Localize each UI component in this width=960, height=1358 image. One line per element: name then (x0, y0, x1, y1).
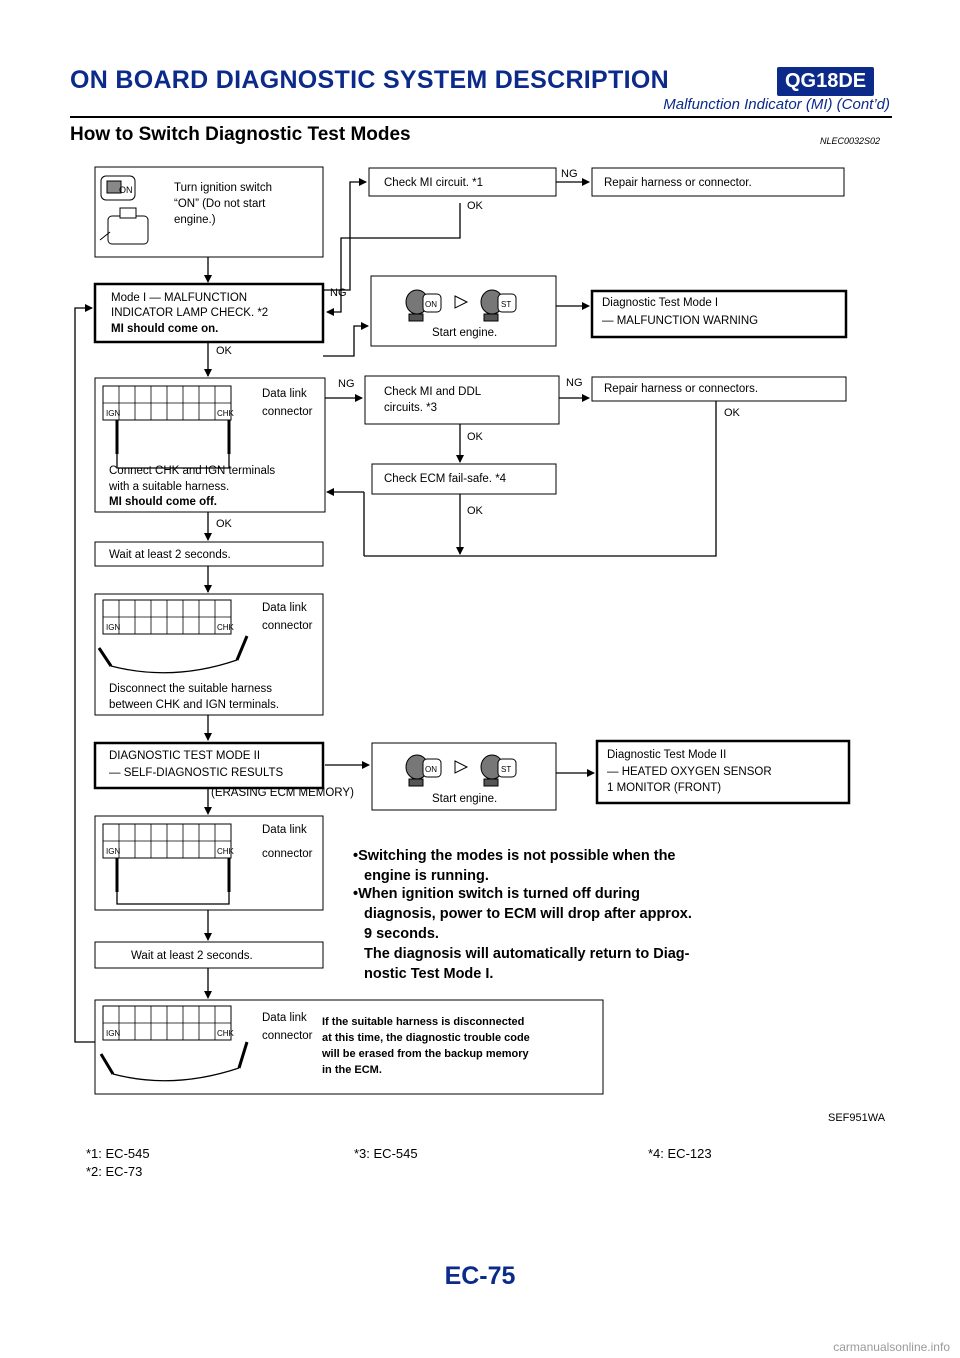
mode1-result-text: — MALFUNCTION WARNING (602, 315, 759, 327)
data-link-text: connector (262, 406, 313, 418)
ng-label: NG (338, 378, 355, 390)
mode1-text: Mode I — MALFUNCTION (111, 292, 248, 304)
data-link-text: connector (262, 848, 313, 860)
mode2-result-text: 1 MONITOR (FRONT) (607, 782, 722, 794)
footnote: *3: EC-545 (354, 1146, 418, 1161)
repair-harness-text: Repair harness or connectors. (604, 383, 759, 395)
page-number: EC-75 (444, 1262, 516, 1290)
erased-note: will be erased from the backup memory (322, 1048, 529, 1060)
mode2-text: DIAGNOSTIC TEST MODE II (109, 750, 261, 762)
svg-text:CHK: CHK (217, 847, 234, 856)
data-link-text: connector (262, 1030, 313, 1042)
erased-note: at this time, the diagnostic trouble code (322, 1032, 530, 1044)
check-mi-text: Check MI circuit. *1 (384, 177, 484, 189)
erasing-text: (ERASING ECM MEMORY) (211, 787, 354, 799)
mode1-result-text: Diagnostic Test Mode I (602, 297, 719, 309)
figure-id: SEF951WA (828, 1112, 886, 1124)
svg-text:ON: ON (425, 300, 437, 309)
svg-text:ON: ON (119, 185, 133, 195)
step1-text: “ON” (Do not start (174, 198, 266, 210)
connect-text: MI should come off. (109, 496, 217, 508)
connect-text: with a suitable harness. (109, 481, 230, 493)
svg-text:IGN: IGN (106, 1029, 121, 1038)
wait-text: Wait at least 2 seconds. (131, 950, 253, 962)
check-ddl-text: circuits. *3 (384, 402, 438, 414)
check-ddl-text: Check MI and DDL (384, 386, 482, 398)
failsafe-text: Check ECM fail-safe. *4 (384, 473, 507, 485)
svg-text:IGN: IGN (106, 623, 121, 632)
start-engine-text: Start engine. (432, 793, 498, 805)
erased-note: in the ECM. (322, 1064, 382, 1076)
connect-text: Connect CHK and IGN terminals (109, 465, 276, 477)
data-link-text: Data link (262, 824, 307, 836)
footnote: *1: EC-545 (86, 1146, 150, 1161)
note-line: •When ignition switch is turned off during (353, 886, 640, 902)
svg-text:IGN: IGN (106, 409, 121, 418)
svg-text:ST: ST (501, 765, 512, 774)
erased-note: If the suitable harness is disconnected (322, 1016, 525, 1028)
ok-label: OK (216, 345, 232, 357)
mode2-result-text: — HEATED OXYGEN SENSOR (607, 766, 772, 778)
disconnect-text: Disconnect the suitable harness (109, 683, 273, 695)
step1-text: Turn ignition switch (174, 182, 273, 194)
mode2-text: — SELF-DIAGNOSTIC RESULTS (109, 767, 284, 779)
mode1-text: MI should come on. (111, 323, 219, 335)
mode2-result-text: Diagnostic Test Mode II (607, 749, 727, 761)
ng-label: NG (566, 377, 583, 389)
section-code: NLEC0032S02 (820, 136, 881, 146)
data-link-text: Data link (262, 1012, 307, 1024)
page-header-title: ON BOARD DIAGNOSTIC SYSTEM DESCRIPTION (70, 66, 669, 94)
note-line: 9 seconds. (364, 926, 439, 942)
section-title: How to Switch Diagnostic Test Modes (70, 124, 411, 145)
data-link-text: Data link (262, 602, 307, 614)
ignition-key-icon (101, 176, 135, 200)
footnote: *2: EC-73 (86, 1164, 143, 1179)
data-link-text: Data link (262, 388, 307, 400)
repair-harness-text: Repair harness or connector. (604, 177, 752, 189)
ng-label: NG (561, 168, 578, 180)
mode1-text: INDICATOR LAMP CHECK. *2 (111, 307, 269, 319)
footnote: *4: EC-123 (648, 1146, 712, 1161)
svg-text:CHK: CHK (217, 409, 234, 418)
ok-label: OK (724, 407, 740, 419)
svg-text:IGN: IGN (106, 847, 121, 856)
ok-label: OK (467, 431, 483, 443)
start-engine-text: Start engine. (432, 327, 498, 339)
ok-label: OK (216, 518, 232, 530)
svg-text:CHK: CHK (217, 1029, 234, 1038)
step1-text: engine.) (174, 214, 216, 226)
ok-label: OK (467, 200, 483, 212)
note-line: The diagnosis will automatically return to Diag- (364, 946, 690, 962)
disconnect-text: between CHK and IGN terminals. (109, 699, 280, 711)
svg-text:CHK: CHK (217, 623, 234, 632)
note-line: engine is running. (364, 868, 489, 884)
note-line: nostic Test Mode I. (364, 966, 494, 982)
engine-badge: QG18DE (777, 67, 874, 96)
ok-label: OK (467, 505, 483, 517)
svg-text:ST: ST (501, 300, 512, 309)
watermark: carmanualsonline.info (833, 1340, 950, 1354)
data-link-text: connector (262, 620, 313, 632)
page-header-subtitle: Malfunction Indicator (MI) (Cont’d) (663, 96, 890, 113)
wait-text: Wait at least 2 seconds. (109, 549, 231, 561)
svg-text:ON: ON (425, 765, 437, 774)
ng-label: NG (330, 287, 347, 299)
note-line: •Switching the modes is not possible when the (353, 848, 676, 864)
note-line: diagnosis, power to ECM will drop after approx. (364, 906, 692, 922)
